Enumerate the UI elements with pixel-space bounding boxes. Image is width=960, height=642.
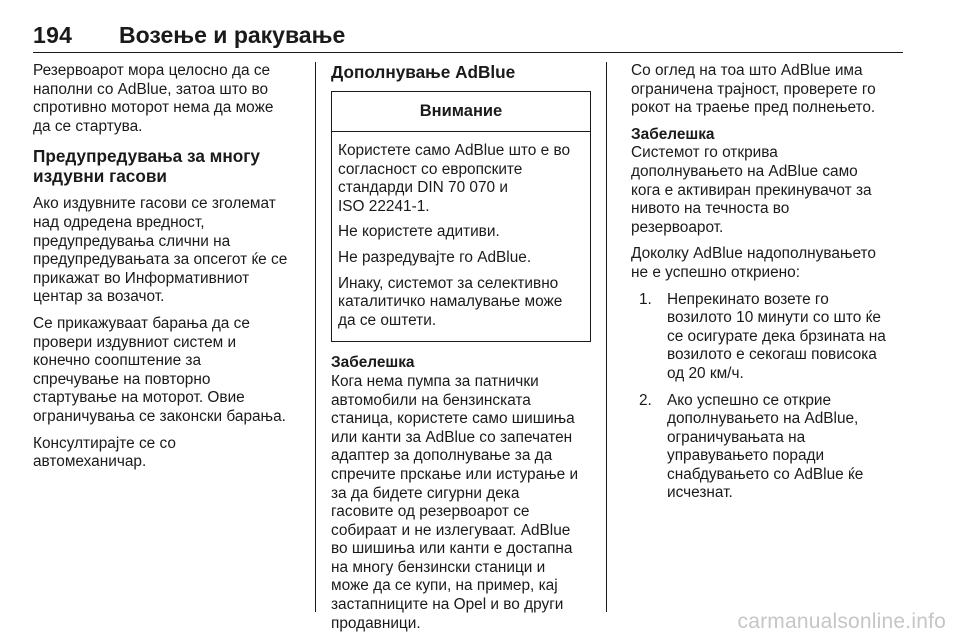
page-number: 194 xyxy=(33,22,73,48)
step-text: Непрекинато возете го возилото 10 минути со што ќе се осигурате дека брзината на возилото е секогаш повисока од 20 км/ч. xyxy=(667,290,886,382)
column-middle xyxy=(331,62,592,641)
step-number: 2. xyxy=(639,391,652,409)
warning-paragraph-1: Користете само AdBlue што е во согласност со европските стандарди DIN 70 070 и ISO 22241-1. xyxy=(338,142,571,215)
section-heading-refill: Дополнување AdBlue xyxy=(331,62,516,82)
exhaust-paragraph-2: Се прикажуваат барања да се провери издувниот систем и конечно соопштение за спречување на повторно стартување на моторот. Овие ограничувања се законски барања. xyxy=(33,314,286,425)
warning-paragraph-2: Не користете адитиви. xyxy=(338,223,500,241)
page-header xyxy=(33,20,903,54)
header-divider xyxy=(33,52,903,53)
exhaust-paragraph-3: Консултирајте се со автомеханичар. xyxy=(33,434,176,471)
warning-box xyxy=(331,91,591,342)
note-text-2: Системот го открива дополнувањето на AdBlue само кога е активиран прекинувачот за нивото на течноста во резервоарот. xyxy=(631,144,872,236)
list-item xyxy=(631,291,893,384)
list-item xyxy=(631,392,893,504)
section-heading-exhaust: Предупредувања за многу издувни гасови xyxy=(33,146,260,187)
note-block xyxy=(331,354,592,633)
note-block-2 xyxy=(631,126,893,238)
step-text: Ако успешно се открие дополнувањето на AdBlue, ограничувањата на управувањето поради снабдувањето со AdBlue ќе исчезнат. xyxy=(667,391,864,502)
note-title: Забелешка xyxy=(331,354,415,372)
warning-paragraph-3: Не разредувајте го AdBlue. xyxy=(338,248,532,266)
step-number: 1. xyxy=(639,290,652,308)
steps-list xyxy=(631,291,893,504)
column-right xyxy=(631,62,893,511)
chapter-title: Возење и ракување xyxy=(119,22,346,48)
column-divider-1 xyxy=(315,62,316,612)
detection-paragraph: Доколку AdBlue надополнувањето не е успешно откриено: xyxy=(631,245,876,281)
column-left xyxy=(33,62,305,480)
shelf-life-paragraph: Со оглед на тоа што AdBlue има ограничена трајност, проверете го рокот на траење пред полнењето. xyxy=(631,62,876,117)
note-text: Кога нема пумпа за патнички автомобили на бензинската станица, користете само шишиња или канти за AdBlue со запечатен адаптер за дополнување за да спречите прскање или истурање и за да бидете сигурни дека гасовите од резервоарот се собираат и не излегуваат. AdBlue во шишиња или канти е достапна на многу бензински станици и може да се купи, на пример, кај застапниците на Opel и во други продавници. xyxy=(331,372,579,632)
exhaust-paragraph-1: Ако издувните гасови се зголемат над одредена вредност, предупредувања слични на предупредувањата за опсегот ќе се прикажат во Информативниот центар за возачот. xyxy=(33,195,288,306)
intro-paragraph: Резервоарот мора целосно да се наполни со AdBlue, затоа што во спротивно моторот нема да може да се стартува. xyxy=(33,62,274,135)
warning-paragraph-4: Инаку, системот за селективно каталитичко намалување може да се оштети. xyxy=(338,274,563,329)
column-divider-2 xyxy=(606,62,607,612)
watermark: carmanualsonline.info xyxy=(737,610,946,633)
note-title-2: Забелешка xyxy=(631,125,715,143)
warning-title: Внимание xyxy=(332,92,590,132)
warning-body xyxy=(332,132,590,341)
